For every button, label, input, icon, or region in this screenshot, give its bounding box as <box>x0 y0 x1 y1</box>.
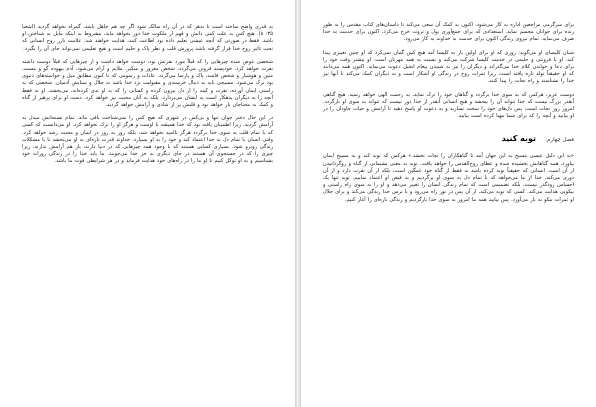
chapter-title: توبه کنید <box>501 134 537 144</box>
paragraph: در این حال دختر جوان تنها و بی‌کس در شهری که هیچ کس را نمی‌شناخت باقی ماند. تمام تشنجاتش مبدل به آرامش گردید، زیرا اطمینان یافته بود که خدا همیشه با اوست و هرگز او را ترک نخواهد کرد. او می‌دانست که کسی که با تمام قلب به سوی خدا برگردد هرگز ناامید نخواهد شد، بلکه روز به روز در ایمان و محبت رشد خواهد کرد. وقتی انسان با تمام دل به خدا اعتماد کند و خود را به او بسپارد، خداوند قدرت تازه‌ای به او می‌بخشد تا با مشکلات زندگی روبرو شود. بسیاری کسانی هستند که با وجود همه چیزهایی که در دنیا دارند، باز هم آرامش ندارند، زیرا چیزی را که در جستجوی آن هستند در جای دیگری به جز خدا می‌جویند. ما باید خدا را در زندگی روزانه خود بشناسیم و به او توکل کنیم تا او ما را در راه‌های خود هدایت فرماید و در هر شرایطی قوت ما باشد. <box>22 115 273 165</box>
chapter-heading <box>323 131 574 144</box>
paragraph: شخصی عوض شده چیزهایی را که قبلاً مورد نفرتش بود، دوست خواهد داشت و از چیزهایی که قبلاً دوست داشته نفرت خواهد کرد. خودپسند فروتن می‌گردد، شخص مغرور و متکبر، ملایم و آرام می‌شود. آدم بیهوده گو و مست، متین و هوشیار و شخص فاسد، پاک و پارسا می‌گردد. عادات و رسومی که تا کنون مطابق میل و خواسته‌های دنیوی بود ترک می‌شود. مسیحی باید به دنبال خرسندی و مقبولیت نزد خدا باشد نه جلال و ستایش آدمیان. شخصی که به راستی ایمان آورده، نفرت و کینه را از دل بیرون کرده و کسانی را که به او بدی کرده‌اند، می‌بخشد. او نه فقط آنچه را به دیگران بدهکار است به ایشان می‌پردازد، بلکه به آنان محبت نیز خواهد کرد. دست او برای پرهیز از گناه و کمک به محتاجان باز خواهد بود و قلبش پر از شادی و آرامش خواهد گردید. <box>22 58 273 109</box>
chapter-number: فصل چهارم: <box>545 137 574 144</box>
paragraph: «به این دلیل عیسی مسیح به این جهان آمد تا گناهکاران را نجات بخشد.» هرکس که توبه کند و به مسیح ایمان بیاورد، همه گناهانش بخشیده شده و عطای روح‌القدس را خواهد یافت. توبه به معنی پشیمانی از گناه و روگردانیدن از آن است. انسانی که حقیقتاً توبه کرده باشد نه فقط از گناه خود غمگین است، بلکه از آن نفرت دارد و از آن دوری می‌کند. خدا از ما می‌خواهد که با تمام دل به سوی او برگردیم و به فیض او اعتماد نماییم. توبه تنها یک احساس زودگذر نیست، بلکه تصمیمی است که تمام زندگی انسان را تغییر می‌دهد و او را به سوی راه راستی و نیکویی هدایت می‌کند. کسی که توبه می‌کند، از آن پس در نور راه می‌رود و با ترس خدا زندگی می‌کند و برای جلال او ثمرات نیکو به بار می‌آورد. پس بیایید همه ما امروز به سوی خدا بازگردیم و زندگی تازه‌ای را آغاز کنیم. <box>323 153 574 203</box>
book-gutter <box>295 0 301 407</box>
paragraph: دوست عزیز، هرکس که به سوی خدا برگردد و گناهان خود را ترک نماید، به رحمت الهی خواهد رسید. هیچ گناهی آنقدر بزرگ نیست که خدا نتواند آن را ببخشد و هیچ انسانی آنقدر از خدا دور نیست که نتواند به سوی او بازگردد. امروز روز نجات است، پس دل‌های خود را سخت نسازید و به دعوت او پاسخ دهید تا آرامش و حیات جاودان را در او بیابید و آنچه را که برای شما مهیا کرده است بیابید. <box>323 91 574 120</box>
paragraph: شبان کلیسای او می‌گوید: روزی که او برای اولین بار به کلیسا آمد هیچ کس گمان نمی‌کرد که او چنین تغییری پیدا کند. او با فروتنی و حلیمی در خدمت کلیسا شرکت می‌کند و نسبت به همه مهربان است. او بیشتر وقت خود را برای دعا و خواندن کلام خدا می‌گذراند و دیگران را نیز به شنیدن پیغام انجیل دعوت می‌نماید. اکنون همه می‌دانند که او حقیقتاً تولد تازه یافته است، زیرا ثمرات روح در زندگی او آشکار است و به دیگران کمک می‌کند تا آنها نیز خدا را بشناسند و راه نجات را پیدا کنند. <box>323 49 574 85</box>
paragraph: برای سرگرمی مراجعین اداره به کار می‌شود. اکنون به کمک آن سعی می‌کند تا داستان‌های کتاب مقدس را به طور زنده برای جوانان مجسم نماید. استعدادی که برای جمع‌آوری پول و ثروت خرج می‌کرد، اکنون برای خدمت به خدا صرف می‌نماید. تمام نیروی زندگی اکنون برای خدمت به خداوند به کار می‌رود. <box>323 22 574 43</box>
right-page <box>301 0 596 407</box>
left-page <box>0 0 295 407</box>
paragraph: به قدری واضح ساخته است تا بدهر که در آن راه سالک شود اگر چه هم جاهل باشد، گمراه نخواهد گردید (اشعیا ۳۵: ۸). هیچ کس به علت کمی دانش و فهم از ملکوت خدا دور نخواهد ماند، مشروط به اینکه مایل به شناختن او باشد. فقط در صورتی که آنچه عیسی تعلیم داده بود اطاعت کنند، هدایت خواهند شد. علامت بارز روح انسانی که تحت تاثیر روح خدا قرار گرفته باشد پرورش قلب و نظر پاک و حلیم است و هیچ تعلیمی نمی‌تواند جای آن را بگیرد. <box>22 24 273 52</box>
